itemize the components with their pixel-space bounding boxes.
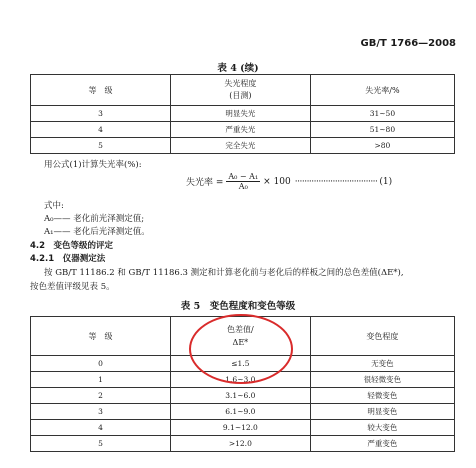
table5-caption: 表 5 变色程度和变色等级 [180, 301, 296, 312]
table-cell: 2 [31, 388, 171, 404]
table-row [31, 404, 455, 420]
table-cell: ≤1.5 [170, 356, 310, 372]
table-cell: 很轻微变色 [310, 372, 454, 388]
table-cell: 5 [31, 436, 171, 452]
table-cell: 明显变色 [310, 404, 454, 420]
table-row [31, 138, 455, 154]
table-cell: 较大变色 [310, 420, 454, 436]
table-cell: 完全失光 [170, 138, 310, 154]
table-cell: 9.1~12.0 [170, 420, 310, 436]
table-cell: 3 [31, 404, 171, 420]
table-cell: 31~50 [310, 106, 454, 122]
table5-header-grade: 等 级 [31, 317, 171, 356]
table-cell: >12.0 [170, 436, 310, 452]
table-cell: 无变色 [310, 356, 454, 372]
table-cell: 1.6~3.0 [170, 372, 310, 388]
variable-a0: A₀—— 老化前光泽测定值; [44, 214, 145, 224]
formula-denominator: A₀ [238, 182, 248, 191]
table-cell: 3.1~6.0 [170, 388, 310, 404]
table-cell: 严重变色 [310, 436, 454, 452]
table-cell: 5 [31, 138, 171, 154]
table-cell: >80 [310, 138, 454, 154]
section-heading-4-2-1: 4.2.1 仪器测定法 [30, 254, 106, 264]
table4-header-rate: 失光率/% [310, 75, 454, 106]
table-cell: 明显失光 [170, 106, 310, 122]
table-cell: 4 [31, 420, 171, 436]
table-cell: 3 [31, 106, 171, 122]
table4-header-grade: 等 级 [31, 75, 171, 106]
table-row [31, 356, 455, 372]
formula-lhs: 失光率 = [186, 178, 224, 188]
table-cell: 4 [31, 122, 171, 138]
paragraph-line-1: 按 GB/T 11186.2 和 GB/T 11186.3 测定和计算老化前与老化后的样板之间的总色差值(ΔE*), [44, 268, 404, 278]
formula-numerator: A₀ − A₁ [228, 172, 259, 181]
table-4 [30, 74, 455, 154]
table5-header-degree: 变色程度 [310, 317, 454, 356]
variable-a1: A₁—— 老化后光泽测定值。 [44, 227, 150, 237]
table-row [31, 420, 455, 436]
table-cell: 轻微变色 [310, 388, 454, 404]
table-cell: 0 [31, 356, 171, 372]
table-row [31, 388, 455, 404]
formula-intro: 用公式(1)计算失光率(%): [44, 160, 142, 170]
formula-fraction [226, 172, 260, 191]
formula-dots: ··································· [294, 176, 378, 187]
table-cell: 51~80 [310, 122, 454, 138]
table-row [31, 436, 455, 452]
table4-caption: 表 4 (续) [217, 63, 259, 74]
table-cell: 严重失光 [170, 122, 310, 138]
section-heading-4-2: 4.2 变色等级的评定 [30, 241, 114, 251]
paragraph-line-2: 按色差值评级见表 5。 [30, 282, 115, 292]
where-label: 式中: [44, 201, 64, 211]
table-5 [30, 316, 455, 452]
table-cell: 6.1~9.0 [170, 404, 310, 420]
table-row [31, 122, 455, 138]
table5-header-color-difference: 色差值/ ΔE* [170, 317, 310, 356]
table-row [31, 106, 455, 122]
formula-1 [186, 172, 392, 191]
formula-times: × 100 [263, 176, 291, 187]
table4-header-degree: 失光程度 (目测) [170, 75, 310, 106]
standard-code: GB/T 1766—2008 [360, 38, 456, 49]
formula-eq-number: (1) [379, 176, 393, 187]
table-row [31, 372, 455, 388]
table-cell: 1 [31, 372, 171, 388]
